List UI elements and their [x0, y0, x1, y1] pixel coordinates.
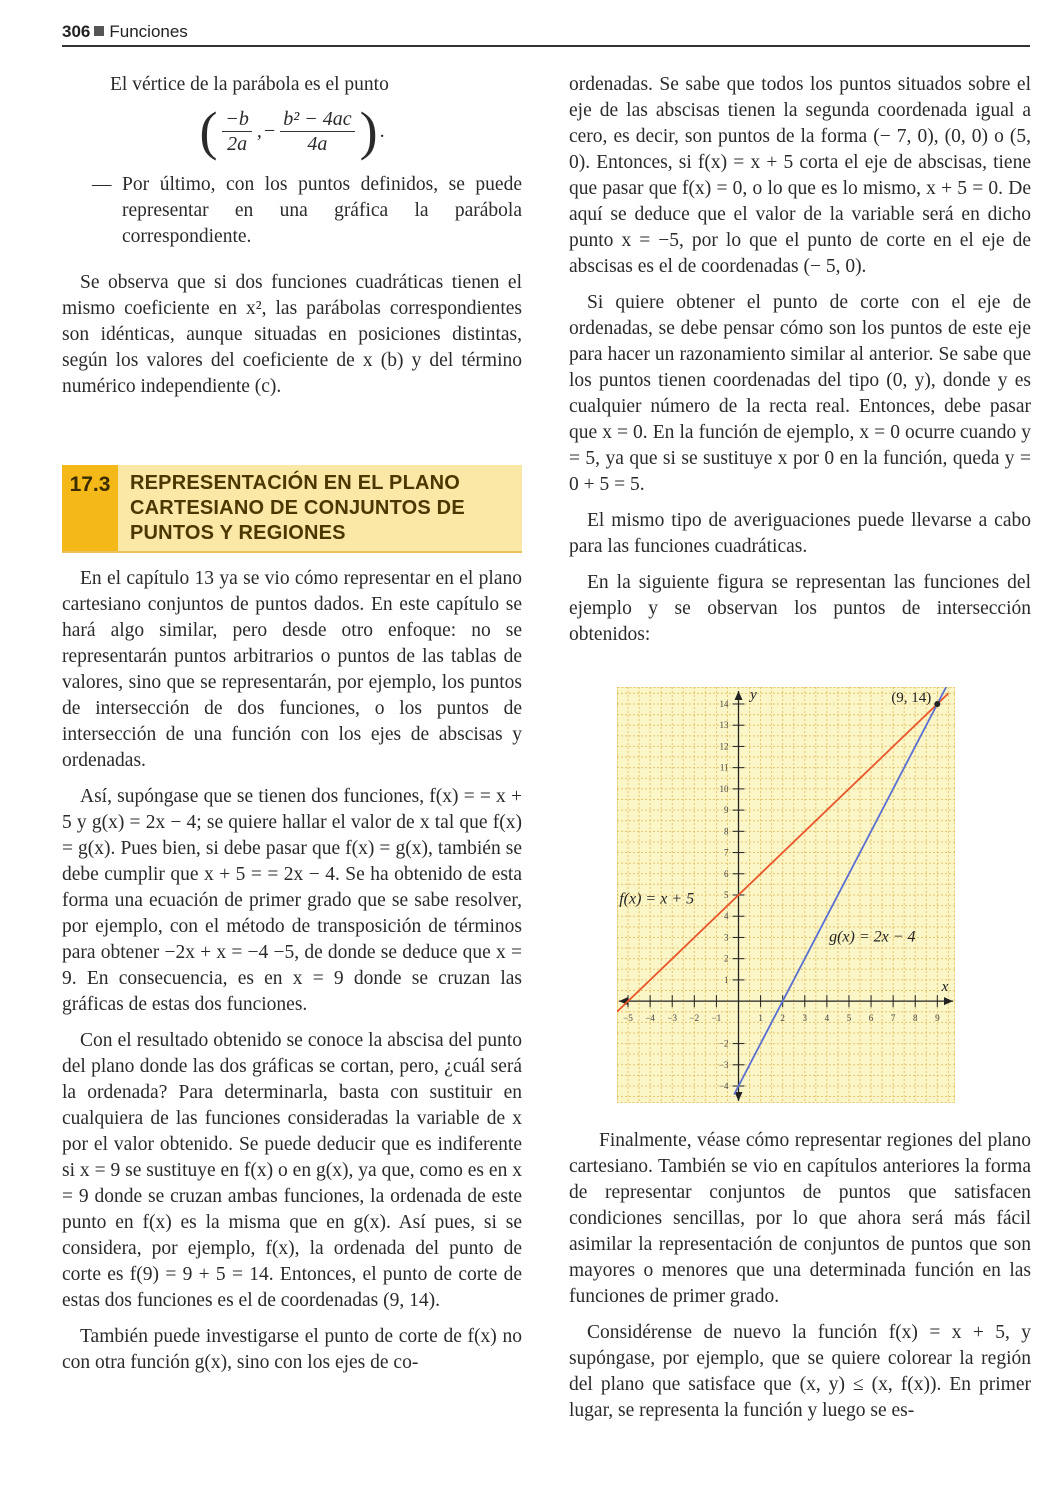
paragraph: En la siguiente figura se representan las funciones del ejemplo y se observan los puntos de intersección obtenidos: [569, 572, 1031, 645]
y-tick-label: 3 [724, 932, 729, 943]
x-denominator: 2a [227, 132, 248, 155]
x-numerator: −b [222, 107, 252, 132]
page-number: 306 [62, 22, 91, 41]
y-tick-label: 11 [719, 762, 729, 773]
y-tick-label: 1 [724, 974, 729, 985]
formula-comma: , [256, 120, 262, 142]
paragraph: Con el resultado obtenido se conoce la abscisa del punto del plano donde las dos gráficas se cortan, pero, ¿cuál será la ordenada? Para determinarla, basta con sustituir en cualquiera de las funciones consideradas la variable de x por el valor obtenido. Se puede deducir que es indiferente si x = 9 se sustituye en f(x) o en g(x), ya que, como es en x = 9 donde se cruzan ambas funciones, la ordenada de este punto en f(x) es la misma que en g(x). Así pues, si se considera, por ejemplo, f(x), la ordenada del punto de corte es f(9) = 9 + 5 = 14. Entonces, el punto de corte de estas dos funciones es el de coordenadas (9, 14). [62, 1030, 522, 1311]
y-tick-label: 6 [724, 868, 729, 879]
y-tick-label: 10 [719, 783, 729, 794]
x-tick-label: 1 [758, 1013, 763, 1024]
y-denominator: 4a [307, 132, 328, 155]
paragraph: También puede investigarse el punto de corte de f(x) no con otra función g(x), sino con los ejes de co- [62, 1326, 522, 1373]
y-tick-label: 2 [724, 953, 729, 964]
x-tick-label: −3 [667, 1013, 678, 1024]
header-rule [62, 45, 1030, 47]
paragraph: ordenadas. Se sabe que todos los puntos situados sobre el eje de las abscisas tienen la segunda coordenada igual a cero, es decir, son puntos de la forma (− 7, 0), (0, 0) o (5, 0). Entonces, si f(x) = x + 5 corta el eje de abscisas, tiene que pasar que f(x) = 0, o lo que es lo mismo, x + 5 = 0. De aquí se deduce que el valor de la variable será en dicho punto x = −5, por lo que el punto de corte en el eje de abscisas es el de coordenadas (− 5, 0). [569, 74, 1031, 277]
y-tick-label: 13 [719, 720, 729, 731]
left-column-bottom [62, 566, 522, 1386]
x-axis-label: x [941, 979, 949, 996]
paragraph: En el capítulo 13 ya se vio cómo representar en el plano cartesiano conjuntos de puntos dados. En este capítulo se hará algo similar, pero desde otro enfoque: no se representarán puntos arbitrarios o puntos de las tablas de valores, sino que se representarán, por ejemplo, los puntos de intersección de dos funciones, o los puntos de intersección de una función con los ejes de abscisas y ordenadas. [62, 568, 522, 771]
x-tick-label: −2 [689, 1013, 700, 1024]
left-column-top [62, 72, 522, 410]
function-graph [617, 687, 955, 1103]
y-tick-label: −2 [718, 1038, 729, 1049]
y-tick-label: 7 [724, 847, 729, 858]
y-tick-label: 9 [724, 805, 729, 816]
y-tick-label: 12 [719, 741, 729, 752]
y-numerator: b² − 4ac [280, 107, 354, 132]
formula-period: . [379, 120, 385, 142]
intersection-point [934, 701, 940, 707]
vertex-intro: El vértice de la parábola es el punto [110, 74, 389, 95]
left-paren: ( [199, 101, 218, 161]
y-tick-label: 4 [724, 911, 729, 922]
right-column-top [569, 72, 1031, 658]
paragraph: Considérense de nuevo la función f(x) = x + 5, y supóngase, por ejemplo, que se quiere colorear la región del plano que satisface que (x, y) ≤ (x, f(x)). En primer lugar, se representa la función y luego se es- [569, 1322, 1031, 1421]
y-axis-label: y [750, 687, 757, 703]
dash-item: — Por último, con los puntos definidos, se puede representar en una gráfica la parábola correspondiente. [92, 174, 522, 247]
y-tick-label: −4 [718, 1081, 729, 1092]
x-tick-label: 6 [868, 1013, 874, 1024]
section-header [62, 465, 522, 553]
paragraph: Si quiere obtener el punto de corte con el eje de ordenadas, se debe pensar cómo son los puntos de este eje para hacer un razonamiento similar al anterior. Se sabe que los puntos tienen coordenadas del tipo (0, y), donde y es cualquier número de la recta real. Entonces, debe pasar que x = 0. En la función de ejemplo, x = 0 ocurre cuando y = 5, ya que si se sustituye x por 0 en la función, queda y = 0 + 5 = 5. [569, 292, 1031, 495]
x-tick-label: 9 [935, 1013, 940, 1024]
right-paren: ) [359, 101, 378, 161]
right-column-bottom [569, 1128, 1031, 1434]
series-label-f: f(x) = x + 5 [619, 890, 695, 908]
series-label-g: g(x) = 2x − 4 [829, 928, 916, 946]
x-tick-label: −1 [711, 1013, 722, 1024]
x-tick-label: 8 [912, 1013, 918, 1024]
x-tick-label: −4 [645, 1013, 655, 1024]
y-tick-label: 8 [724, 826, 729, 837]
x-tick-label: −5 [623, 1013, 633, 1024]
x-tick-label: 7 [890, 1013, 896, 1024]
running-head [62, 22, 1030, 46]
paragraph: Así, supóngase que se tienen dos funciones, f(x) = = x + 5 y g(x) = 2x − 4; se quiere hallar el valor de x tal que f(x) = g(x). Pues bien, si debe pasar que f(x) = g(x), también se debe cumplir que x + 5 = = 2x − 4. Se ha obtenido de esta forma una ecuación de primer grado que se sabe resolver, por ejemplo, con el método de transposición de términos para obtener −2x + x = −4 −5, de donde se deduce que x = 9. En consecuencia, es en x = 9 donde se cruzan las gráficas de estas dos funciones. [62, 786, 522, 1015]
x-tick-label: 4 [824, 1013, 830, 1024]
chapter-title: Funciones [109, 22, 188, 41]
intersection-label: (9, 14) [891, 689, 932, 706]
paragraph: Finalmente, véase cómo representar regiones del plano cartesiano. También se vio en capítulos anteriores la forma de representar conjuntos de puntos que satisfacen condiciones sencillas, por lo que ahora será más fácil asimilar la representación de conjuntos de puntos que son mayores o menores que una determinada función en las funciones de primer grado. [569, 1130, 1031, 1307]
x-tick-label: 2 [780, 1013, 785, 1024]
vertex-formula [62, 101, 522, 168]
y-tick-label: 5 [724, 890, 729, 900]
y-tick-label: 14 [719, 698, 729, 709]
observation-paragraph: Se observa que si dos funciones cuadráticas tienen el mismo coeficiente en x², las parábolas correspondientes son idénticas, aunque situadas en posiciones distintas, según los valores del coeficiente de x (b) y del término numérico independiente (c). [62, 272, 522, 397]
y-tick-label: −3 [718, 1059, 729, 1070]
graph-svg [617, 687, 955, 1103]
x-tick-label: 5 [846, 1013, 852, 1024]
section-number: 17.3 [62, 465, 118, 551]
paragraph: El mismo tipo de averiguaciones puede llevarse a cabo para las funciones cuadráticas. [569, 510, 1031, 557]
x-tick-label: 3 [802, 1013, 808, 1024]
formula-minus: − [263, 120, 276, 142]
square-bullet-icon [94, 26, 104, 36]
section-title: REPRESENTACIÓN EN EL PLANO CARTESIANO DE CONJUNTOS DE PUNTOS Y REGIONES [130, 472, 465, 544]
